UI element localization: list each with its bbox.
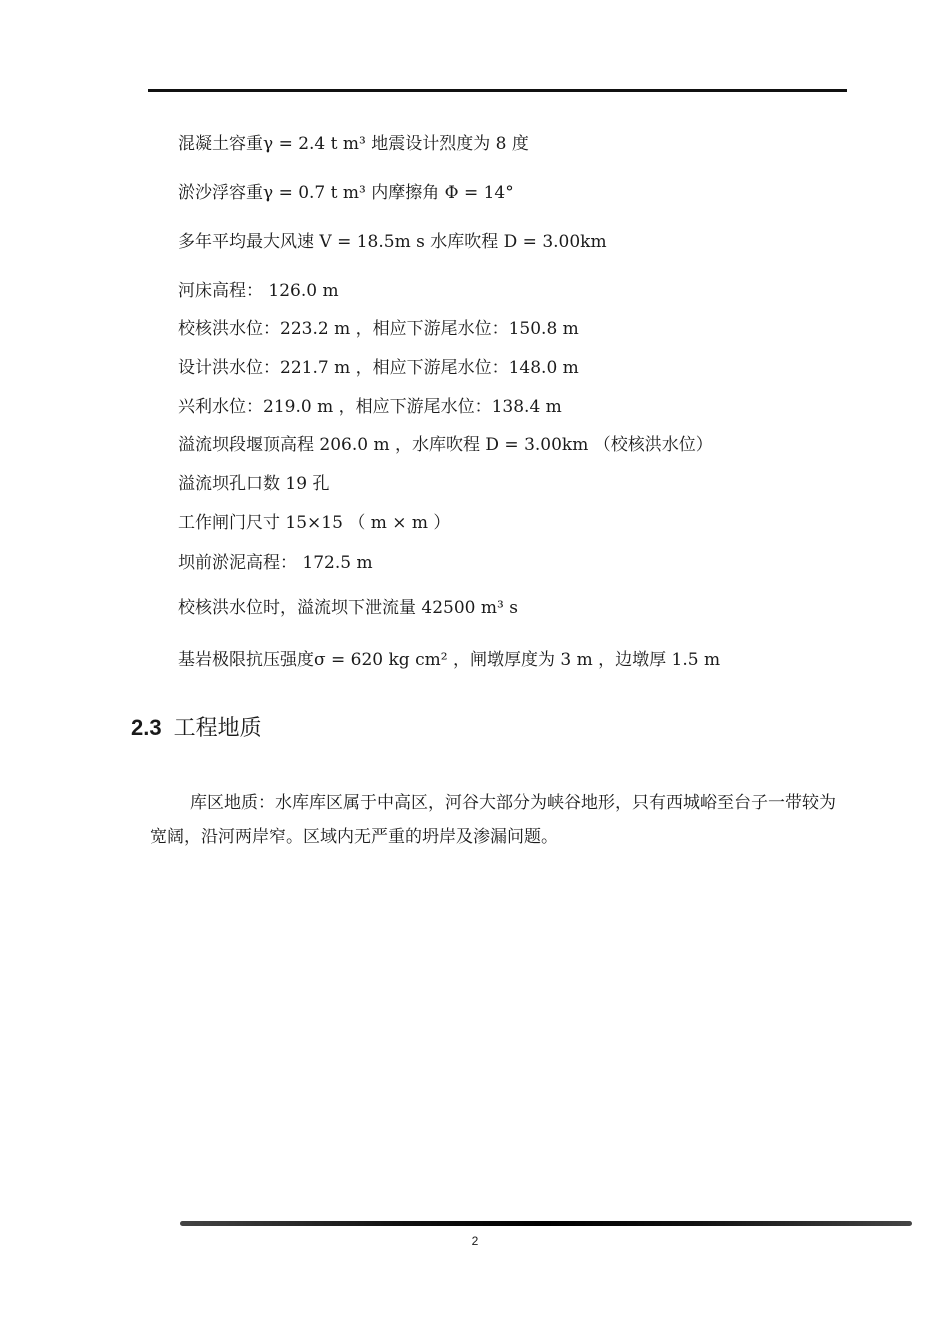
param-design-flood-level: 设计洪水位：221.7 m ，相应下游尾水位：148.0 m xyxy=(178,358,579,378)
param-riverbed-elevation: 河床高程： 126.0 m xyxy=(178,281,339,301)
section-number: 2.3 xyxy=(131,715,162,740)
section-heading xyxy=(131,711,262,742)
param-bedrock-strength: 基岩极限抗压强度σ = 620 kg cm² ，闸墩厚度为 3 m ，边墩厚 1.5 m xyxy=(178,650,721,670)
param-gate-size: 工作闸门尺寸 15×15 （ m × m ） xyxy=(178,513,451,533)
param-check-flood-level: 校核洪水位：223.2 m ，相应下游尾水位：150.8 m xyxy=(178,319,579,339)
footer-rule xyxy=(180,1221,912,1226)
param-silt-density: 淤沙浮容重γ = 0.7 t m³ 内摩擦角 Φ = 14° xyxy=(178,183,514,203)
param-silt-elevation: 坝前淤泥高程： 172.5 m xyxy=(178,553,373,573)
page-number: 2 xyxy=(471,1234,479,1248)
param-spillway-crest: 溢流坝段堰顶高程 206.0 m ，水库吹程 D = 3.00km （校核洪水位） xyxy=(178,435,713,455)
param-discharge: 校核洪水位时，溢流坝下泄流量 42500 m³ s xyxy=(178,598,518,618)
header-rule xyxy=(148,89,847,92)
section-title: 工程地质 xyxy=(173,716,262,741)
param-normal-level: 兴利水位：219.0 m ，相应下游尾水位：138.4 m xyxy=(178,397,562,417)
param-wind-speed: 多年平均最大风速 V = 18.5m s 水库吹程 D = 3.00km xyxy=(178,232,607,252)
body-paragraph: 库区地质：水库库区属于中高区，河谷大部分为峡谷地形，只有西城峪至台子一带较为宽阔，沿河两岸窄。区域内无严重的坍岸及渗漏问题。 xyxy=(150,793,836,847)
param-concrete-density: 混凝土容重γ = 2.4 t m³ 地震设计烈度为 8 度 xyxy=(178,134,529,154)
param-spillway-openings: 溢流坝孔口数 19 孔 xyxy=(178,474,330,494)
